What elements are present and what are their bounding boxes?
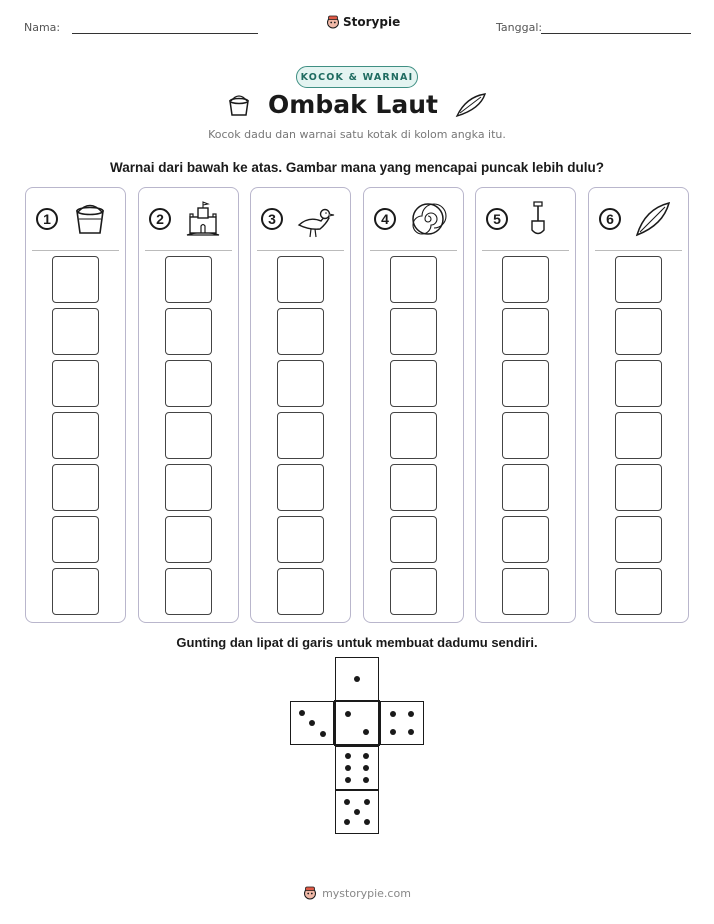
column-header [476,188,575,250]
column-divider [595,250,682,251]
dice-pip [345,765,351,771]
column-number: 4 [374,208,396,230]
column-header [251,188,350,250]
surfboard-icon [633,199,673,239]
dice-pip [345,777,351,783]
bucket-icon [70,199,110,239]
color-cell[interactable] [615,464,662,511]
dice-pip [354,809,360,815]
dice-pip [408,729,414,735]
column-header [589,188,688,250]
dice-face-3 [290,701,334,745]
seashell-icon [408,199,448,239]
column-number: 5 [486,208,508,230]
column-divider [257,250,344,251]
column-divider [482,250,569,251]
color-cell[interactable] [165,568,212,615]
color-cell[interactable] [277,568,324,615]
color-cell[interactable] [502,256,549,303]
storypie-mascot-icon [303,886,317,900]
dice-net [290,657,426,837]
dice-pip [345,753,351,759]
dice-pip [363,777,369,783]
dice-face-5 [335,790,379,834]
dice-pip [344,819,350,825]
color-cell[interactable] [277,256,324,303]
color-cell[interactable] [502,516,549,563]
color-cell[interactable] [615,412,662,459]
dice-pip [345,711,351,717]
color-cell[interactable] [615,516,662,563]
column-number: 1 [36,208,58,230]
name-label: Nama: [24,21,61,34]
color-cell[interactable] [615,568,662,615]
color-cell[interactable] [390,256,437,303]
subtitle: Kocok dadu dan warnai satu kotak di kolom angka itu. [208,128,506,141]
dice-pip [320,731,326,737]
dice-pip [363,753,369,759]
dice-pip [299,710,305,716]
dice-pip [344,799,350,805]
color-cell[interactable] [277,308,324,355]
dice-pip [354,676,360,682]
color-cell[interactable] [165,464,212,511]
color-cell[interactable] [52,516,99,563]
brand-logo [326,15,400,29]
dice-pip [390,711,396,717]
bucket-icon [226,92,252,118]
color-cell[interactable] [615,360,662,407]
color-cell[interactable] [52,568,99,615]
name-line[interactable] [72,33,258,34]
date-line[interactable] [541,33,691,34]
color-cell[interactable] [502,360,549,407]
color-cell[interactable] [502,412,549,459]
color-cell[interactable] [502,464,549,511]
footer-url: mystorypie.com [322,886,411,900]
color-cell[interactable] [277,360,324,407]
cut-instruction: Gunting dan lipat di garis untuk membuat dadumu sendiri. [176,635,538,650]
column-divider [145,250,232,251]
color-cell[interactable] [390,360,437,407]
dice-pip [408,711,414,717]
column-4 [363,187,464,623]
color-cell[interactable] [165,412,212,459]
dice-face-1 [335,657,379,701]
surfboard-icon [454,91,488,119]
color-cell[interactable] [277,412,324,459]
brand-name: Storypie [343,15,401,29]
column-header [26,188,125,250]
color-cell[interactable] [165,256,212,303]
dice-pip [364,799,370,805]
color-cell[interactable] [277,516,324,563]
column-header [364,188,463,250]
storypie-mascot-icon [326,15,340,29]
column-1 [25,187,126,623]
instruction: Warnai dari bawah ke atas. Gambar mana yang mencapai puncak lebih dulu? [110,160,604,175]
column-number: 3 [261,208,283,230]
dice-pip [364,819,370,825]
page-title: Ombak Laut [268,90,438,119]
color-cell[interactable] [615,308,662,355]
color-cell[interactable] [502,308,549,355]
dice-pip [390,729,396,735]
seagull-icon [295,199,335,239]
column-header [139,188,238,250]
sandcastle-icon [183,199,223,239]
dice-pip [363,765,369,771]
color-cell[interactable] [165,516,212,563]
color-cell[interactable] [52,464,99,511]
dice-pip [363,729,369,735]
color-cell[interactable] [390,308,437,355]
color-cell[interactable] [390,516,437,563]
column-number: 6 [599,208,621,230]
color-cell[interactable] [615,256,662,303]
color-cell[interactable] [52,360,99,407]
color-cell[interactable] [165,308,212,355]
dice-face-2 [334,700,380,746]
color-cell[interactable] [502,568,549,615]
shovel-icon [520,199,560,239]
column-divider [32,250,119,251]
column-5 [475,187,576,623]
color-cell[interactable] [390,412,437,459]
column-number: 2 [149,208,171,230]
date-label: Tanggal: [496,21,543,34]
color-cell[interactable] [165,360,212,407]
color-cell[interactable] [52,256,99,303]
color-cell[interactable] [390,464,437,511]
dice-face-6 [335,746,379,790]
title-row [0,90,714,119]
activity-badge: KOCOK & WARNAI [296,66,418,88]
column-6 [588,187,689,623]
color-cell[interactable] [52,308,99,355]
column-divider [370,250,457,251]
color-cell[interactable] [52,412,99,459]
column-2 [138,187,239,623]
dice-face-4 [380,701,424,745]
color-cell[interactable] [277,464,324,511]
column-3 [250,187,351,623]
color-cell[interactable] [390,568,437,615]
dice-pip [309,720,315,726]
footer [0,886,714,900]
